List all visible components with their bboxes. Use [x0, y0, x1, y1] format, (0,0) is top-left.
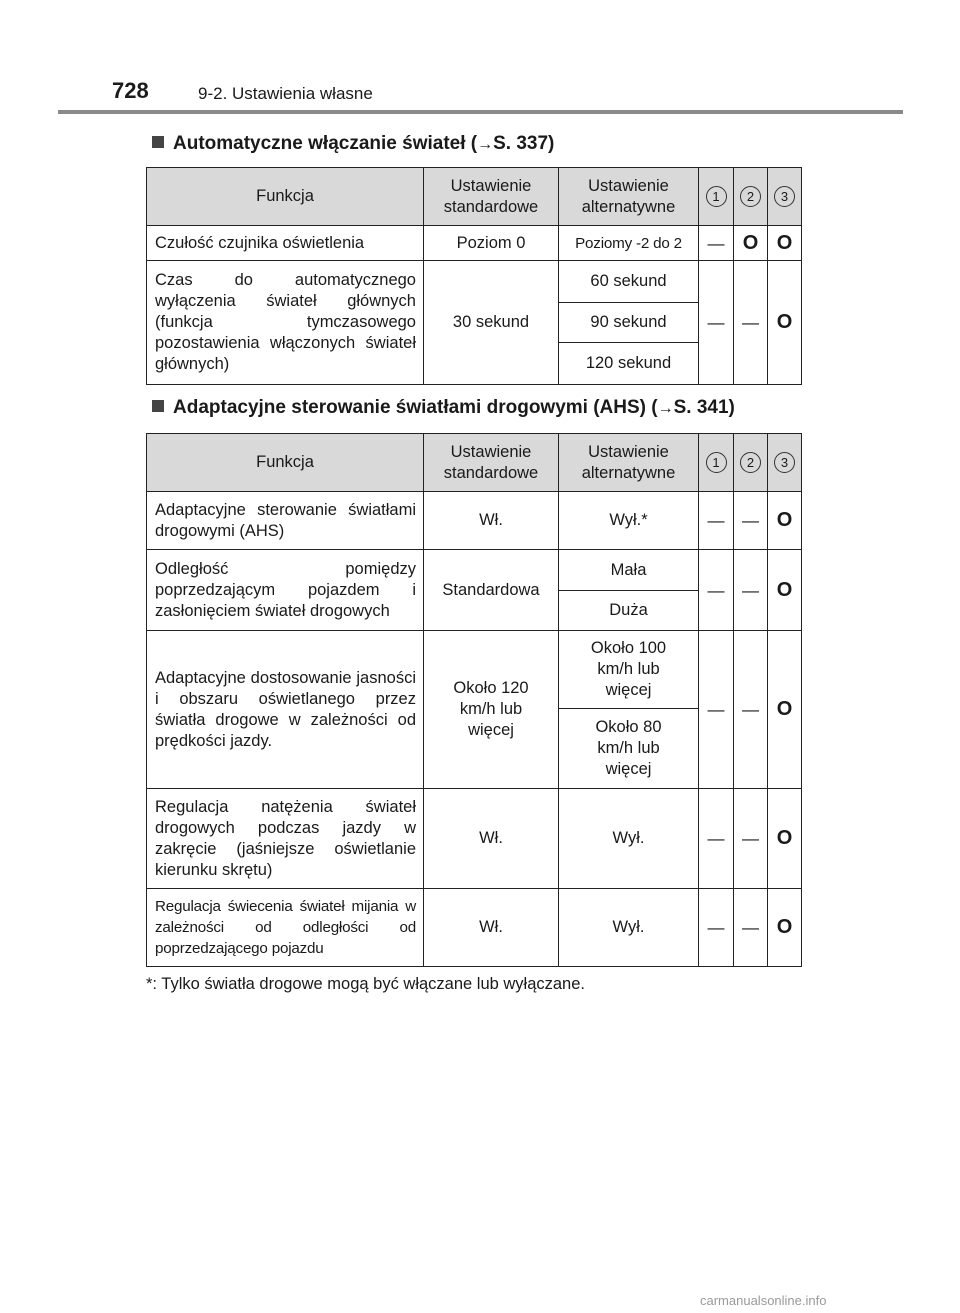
- section-title-text: Automatyczne włączanie świateł (: [173, 133, 478, 154]
- col-circle-3: [768, 434, 802, 492]
- function-cell: Adaptacyjne dostosowanie jasności i obszaru oświetlanego przez światła drogowe w zależności od prędkości jazdy.: [147, 631, 424, 789]
- circled-number-3-icon: 3: [774, 452, 795, 473]
- function-cell: Regulacja natężenia świateł drogowych podczas jazdy w zakręcie (jaśniejsze oświetlanie kierunku skrętu): [147, 789, 424, 889]
- alternative-cell: Mała: [559, 550, 699, 591]
- function-cell: Odległość pomiędzy poprzedzającym pojazdem i zasłonięciem świateł drogowych: [147, 550, 424, 631]
- dash-mark: —: [734, 631, 768, 789]
- bullet-square-icon: [152, 136, 164, 148]
- default-cell: Standardowa: [424, 550, 559, 631]
- circle-mark: O: [768, 492, 802, 550]
- circled-number-3-icon: 3: [774, 186, 795, 207]
- ahs-table: [146, 433, 802, 967]
- col-circle-2: [734, 434, 768, 492]
- dash-mark: —: [699, 631, 734, 789]
- col-default: Ustawienie standardowe: [424, 168, 559, 226]
- default-cell: 30 sekund: [424, 261, 559, 385]
- dash-mark: —: [699, 261, 734, 385]
- col-circle-3: [768, 168, 802, 226]
- watermark: carmanualsonline.info: [700, 1293, 827, 1308]
- alternative-cell: Duża: [559, 591, 699, 631]
- circle-mark: O: [768, 550, 802, 631]
- table-row: [147, 550, 802, 591]
- dash-mark: —: [734, 889, 768, 967]
- table-header-row: [147, 434, 802, 492]
- function-cell: Adaptacyjne sterowanie światłami drogowymi (AHS): [147, 492, 424, 550]
- circle-mark: O: [768, 226, 802, 261]
- footnote: *: Tylko światła drogowe mogą być włączane lub wyłączane.: [146, 975, 585, 993]
- section-page-ref: S. 341): [673, 397, 735, 418]
- circle-mark: O: [768, 261, 802, 385]
- table-row: [147, 226, 802, 261]
- default-cell: Wł.: [424, 789, 559, 889]
- alternative-cell: Wył.*: [559, 492, 699, 550]
- default-cell: Wł.: [424, 492, 559, 550]
- col-funkcja: Funkcja: [147, 168, 424, 226]
- alternative-cell: Około 80 km/h lub więcej: [559, 709, 699, 789]
- dash-mark: —: [734, 789, 768, 889]
- default-cell: Poziom 0: [424, 226, 559, 261]
- circled-number-2-icon: 2: [740, 452, 761, 473]
- dash-mark: —: [699, 226, 734, 261]
- circle-mark: O: [768, 631, 802, 789]
- default-cell: Około 120 km/h lub więcej: [424, 631, 559, 789]
- dash-mark: —: [734, 261, 768, 385]
- chapter-title: 9-2. Ustawienia własne: [198, 84, 373, 103]
- col-alternative: Ustawienie alternatywne: [559, 168, 699, 226]
- circle-mark: O: [734, 226, 768, 261]
- dash-mark: —: [699, 789, 734, 889]
- col-circle-1: [699, 168, 734, 226]
- table-row: [147, 631, 802, 709]
- section-ahs-title: [152, 397, 735, 419]
- arrow-ref-icon: →: [477, 136, 494, 153]
- col-funkcja: Funkcja: [147, 434, 424, 492]
- section-auto-lights-title: [152, 133, 554, 155]
- table-row: [147, 261, 802, 303]
- col-default: Ustawienie standardowe: [424, 434, 559, 492]
- circle-mark: O: [768, 889, 802, 967]
- section-title-text: Adaptacyjne sterowanie światłami drogowymi (AHS) (: [173, 397, 658, 418]
- table-row: [147, 789, 802, 889]
- function-cell: Czas do automatycznego wyłączenia świateł głównych (funkcja tymczasowego pozostawienia włączonych świateł głównych): [147, 261, 424, 385]
- alternative-cell: Wył.: [559, 789, 699, 889]
- alternative-cell: 90 sekund: [559, 303, 699, 343]
- table-row: [147, 889, 802, 967]
- alternative-cell: 60 sekund: [559, 261, 699, 303]
- table-header-row: [147, 168, 802, 226]
- section-page-ref: S. 337): [493, 133, 555, 154]
- auto-lights-table: [146, 167, 802, 385]
- alternative-cell: Wył.: [559, 889, 699, 967]
- circled-number-1-icon: 1: [706, 186, 727, 207]
- col-circle-1: [699, 434, 734, 492]
- dash-mark: —: [699, 889, 734, 967]
- page-number: 728: [112, 78, 149, 103]
- function-cell: Czułość czujnika oświetlenia: [147, 226, 424, 261]
- arrow-ref-icon: →: [657, 400, 674, 417]
- alternative-cell: Poziomy -2 do 2: [559, 226, 699, 261]
- dash-mark: —: [734, 550, 768, 631]
- table-row: [147, 492, 802, 550]
- col-alternative: Ustawienie alternatywne: [559, 434, 699, 492]
- dash-mark: —: [699, 550, 734, 631]
- col-circle-2: [734, 168, 768, 226]
- header-rule: [58, 110, 903, 114]
- dash-mark: —: [699, 492, 734, 550]
- circled-number-1-icon: 1: [706, 452, 727, 473]
- circled-number-2-icon: 2: [740, 186, 761, 207]
- default-cell: Wł.: [424, 889, 559, 967]
- function-cell: Regulacja świecenia świateł mijania w zależności od odległości od poprzedzającego pojazdu: [147, 889, 424, 967]
- bullet-square-icon: [152, 400, 164, 412]
- circle-mark: O: [768, 789, 802, 889]
- alternative-cell: Około 100 km/h lub więcej: [559, 631, 699, 709]
- alternative-cell: 120 sekund: [559, 343, 699, 385]
- dash-mark: —: [734, 492, 768, 550]
